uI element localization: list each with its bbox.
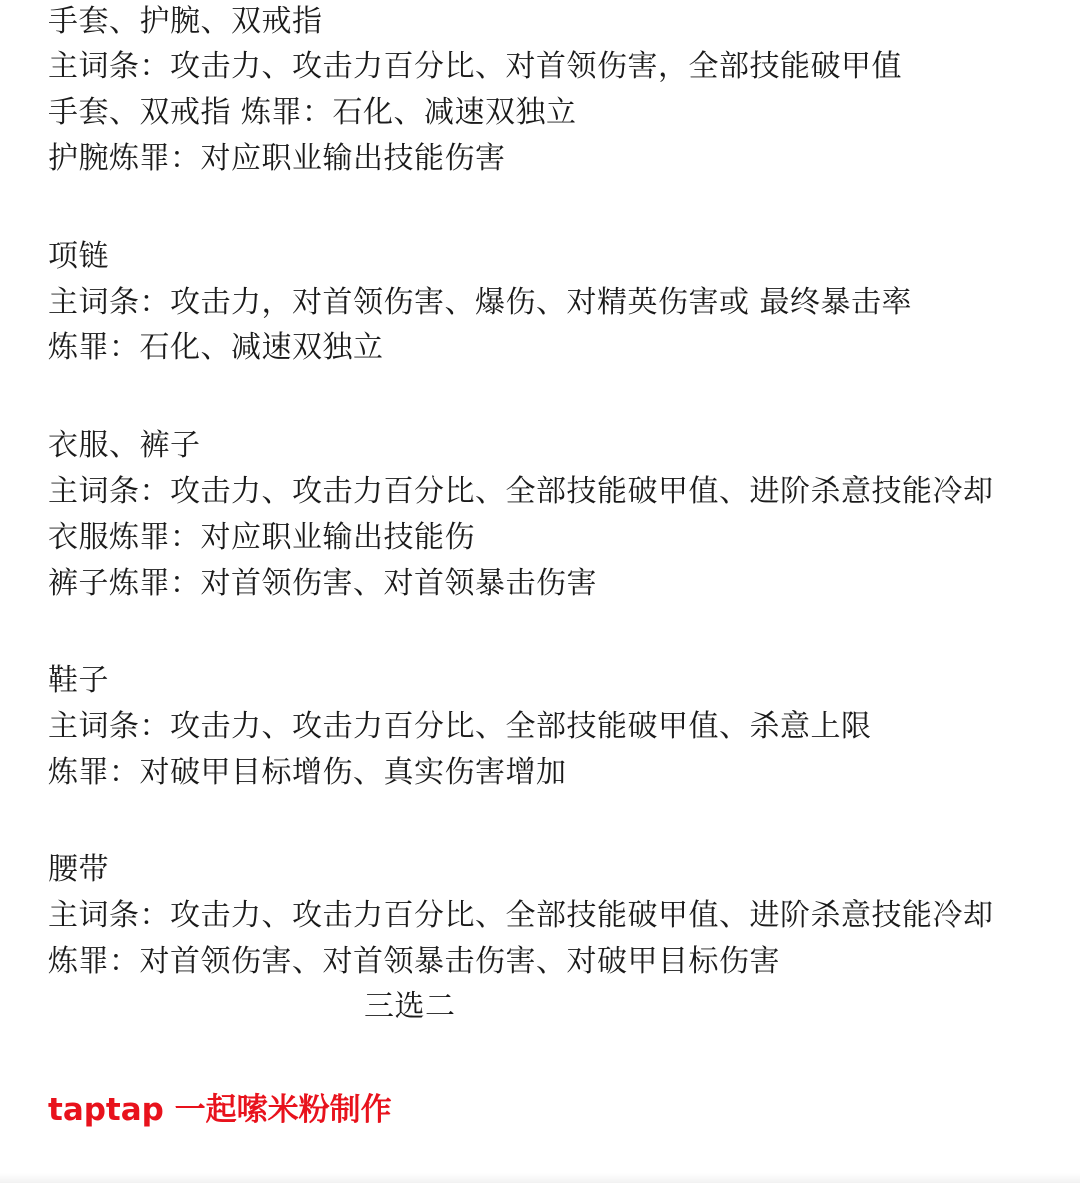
necklace-main-stats: 主词条：攻击力，对首领伤害、爆伤、对精英伤害或 最终暴击率 [48, 285, 913, 320]
gloves-main-stats: 主词条：攻击力、攻击力百分比、对首领伤害，全部技能破甲值 [48, 49, 902, 84]
belt-main-stats: 主词条：攻击力、攻击力百分比、全部技能破甲值、进阶杀意技能冷却 [48, 898, 994, 933]
pants-refine: 裤子炼罪：对首领伤害、对首领暴击伤害 [48, 566, 597, 601]
bottom-edge-shade [0, 1173, 1080, 1183]
section-heading-belt: 腰带 [48, 852, 109, 887]
necklace-refine: 炼罪：石化、减速双独立 [48, 330, 384, 365]
author-credit: taptap 一起嗦米粉制作 [48, 1092, 392, 1128]
clothes-refine: 衣服炼罪：对应职业输出技能伤 [48, 520, 475, 555]
gloves-rings-refine: 手套、双戒指 炼罪：石化、减速双独立 [48, 95, 577, 130]
section-heading-gloves: 手套、护腕、双戒指 [48, 4, 323, 39]
section-heading-clothes: 衣服、裤子 [48, 428, 201, 463]
shoes-refine: 炼罪：对破甲目标增伤、真实伤害增加 [48, 755, 567, 790]
bracer-refine: 护腕炼罪：对应职业输出技能伤害 [48, 141, 506, 176]
shoes-main-stats: 主词条：攻击力、攻击力百分比、全部技能破甲值、杀意上限 [48, 709, 872, 744]
belt-refine-note: 三选二 [364, 989, 456, 1024]
belt-refine: 炼罪：对首领伤害、对首领暴击伤害、对破甲目标伤害 [48, 944, 780, 979]
clothes-main-stats: 主词条：攻击力、攻击力百分比、全部技能破甲值、进阶杀意技能冷却 [48, 474, 994, 509]
section-heading-shoes: 鞋子 [48, 663, 109, 698]
section-heading-necklace: 项链 [48, 239, 109, 274]
